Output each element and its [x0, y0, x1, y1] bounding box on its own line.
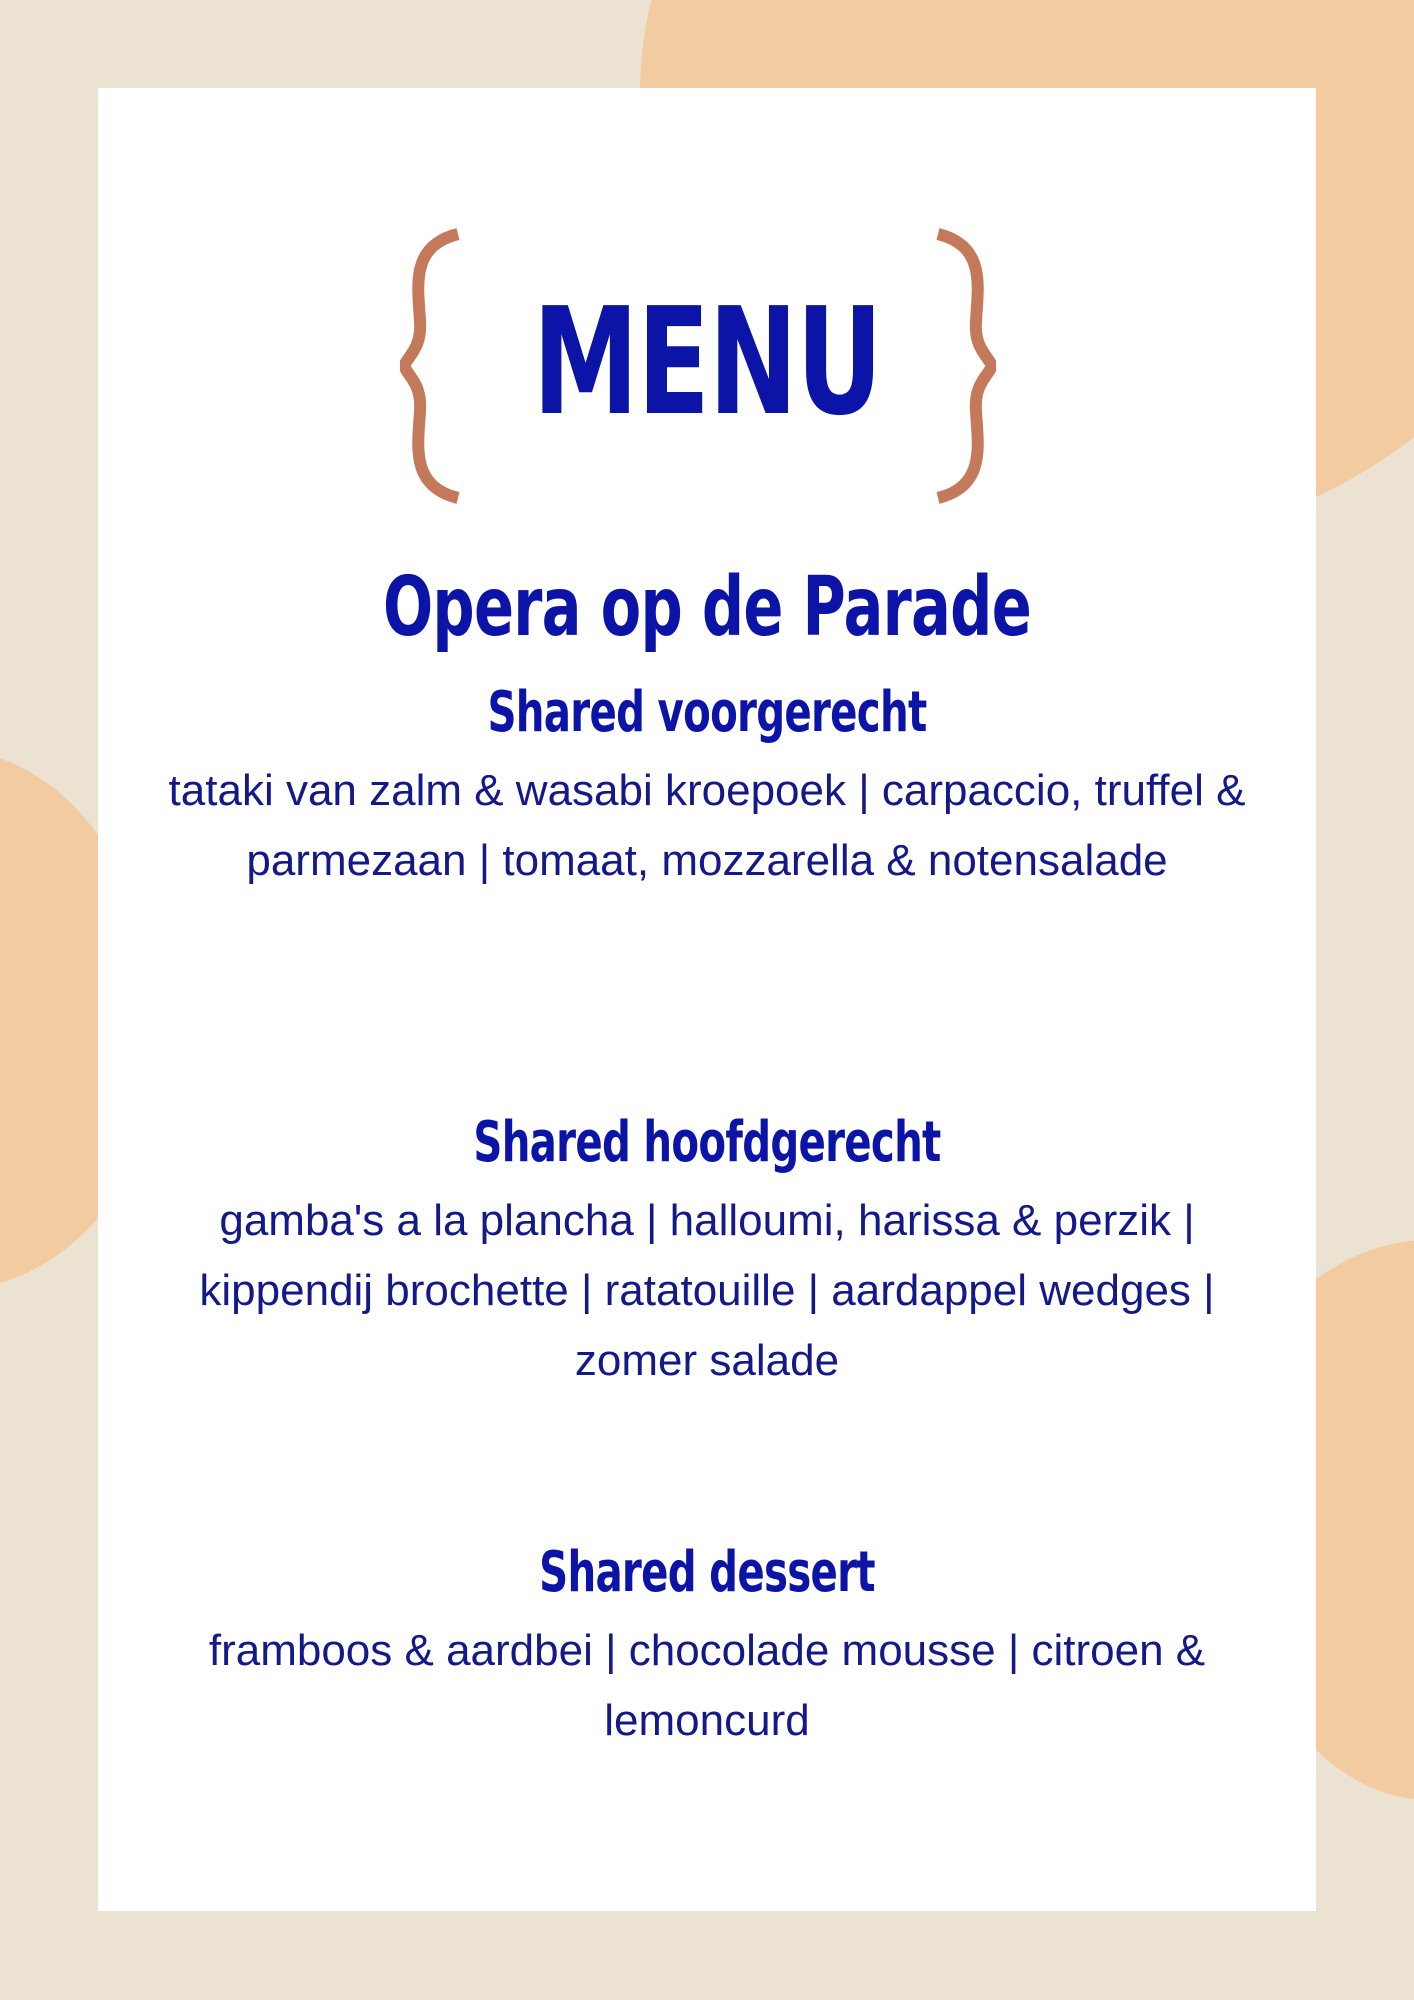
right-curly-brace-icon [916, 226, 996, 506]
menu-section-starter [98, 678, 1316, 896]
section-description: tataki van zalm & wasabi kroepoek | carpaccio, truffel & parmezaan | tomaat, mozzarella & notensalade [168, 766, 1246, 885]
section-heading: Shared dessert [539, 1540, 875, 1605]
section-heading: Shared hoofdgerecht [473, 1110, 941, 1175]
menu-card [98, 88, 1316, 1911]
venue-title: Opera op de Parade [382, 560, 1032, 655]
section-heading: Shared voorgerecht [487, 680, 927, 745]
menu-title-block [98, 226, 1316, 506]
menu-section-dessert [98, 1538, 1316, 1756]
menu-title: MENU [532, 276, 882, 448]
section-description: framboos & aardbei | chocolade mousse | citroen & lemoncurd [208, 1626, 1206, 1745]
section-description: gamba's a la plancha | halloumi, harissa & perzik | kippendij brochette | ratatouille | aardappel wedges | zomer salade [199, 1196, 1215, 1385]
menu-section-main [98, 1108, 1316, 1396]
